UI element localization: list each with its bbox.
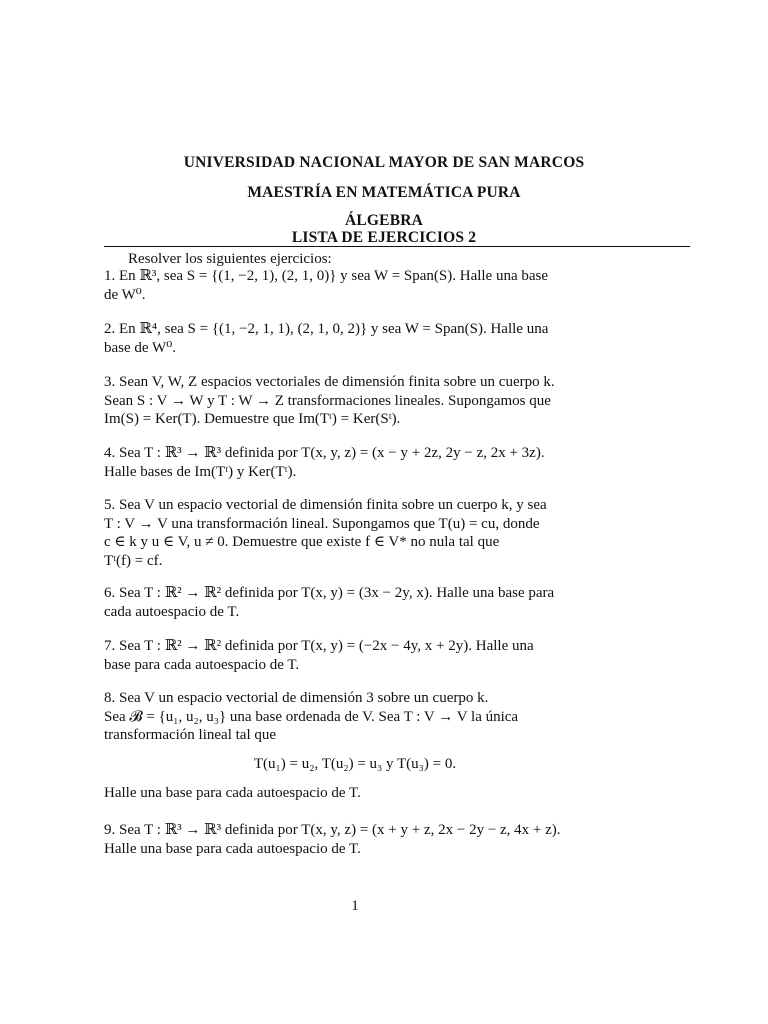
program-title: MAESTRÍA EN MATEMÁTICA PURA [247, 184, 521, 201]
exercise-4: 4. Sea T : ℝ³ → ℝ³ definida por T(x, y, z) = (x − y + 2z, 2y − z, 2x + 3z). Halle bases de Im(Tᵗ) y Ker(Tᵗ). [104, 445, 545, 480]
exercise-1: 1. En ℝ³, sea S = {(1, −2, 1), (2, 1, 0)} y sea W = Span(S). Halle una base de W⁰. [104, 268, 549, 303]
exercise-8: 8. Sea V un espacio vectorial de dimensión 3 sobre un cuerpo k. Sea 𝓑 = {u₁, u₂, u₃} una base ordenada de V. Sea T : V → V la única transformación lineal tal que [104, 690, 519, 743]
list-title: LISTA DE EJERCICIOS 2 [291, 229, 477, 246]
page-number: 1 [351, 898, 359, 914]
exercise-8-display-equation: T(u₁) = u₂, T(u₂) = u₃ y T(u₃) = 0. [253, 756, 457, 772]
intro-text: Resolver los siguientes ejercicios: [128, 251, 332, 267]
exercise-3: 3. Sean V, W, Z espacios vectoriales de dimensión finita sobre un cuerpo k. Sean S : V → W y T : W → Z transformaciones lineales. Supongamos que Im(S) = Ker(T). Demuestre que Im(Tᵗ) = Ker(Sᵗ). [104, 374, 555, 427]
exercise-5: 5. Sea V un espacio vectorial de dimensión finita sobre un cuerpo k, y sea T : V → V una transformación lineal. Supongamos que T(u) = cu, donde c ∈ k y u ∈ V, u ≠ 0. Demuestre que existe f ∈ V* no nula tal que Tᵗ(f) = cf. [104, 497, 547, 569]
exercise-6: 6. Sea T : ℝ² → ℝ² definida por T(x, y) = (3x − 2y, x). Halle una base para cada autoespacio de T. [104, 585, 555, 620]
course-title: ÁLGEBRA [344, 212, 424, 229]
exercise-7: 7. Sea T : ℝ² → ℝ² definida por T(x, y) = (−2x − 4y, x + 2y). Halle una base para cada autoespacio de T. [104, 638, 534, 673]
header-divider [104, 246, 690, 247]
exercise-9: 9. Sea T : ℝ³ → ℝ³ definida por T(x, y, z) = (x + y + z, 2x − 2y − z, 4x + z). Halle una base para cada autoespacio de T. [104, 822, 561, 857]
university-title: UNIVERSIDAD NACIONAL MAYOR DE SAN MARCOS [183, 154, 585, 171]
exercise-2: 2. En ℝ⁴, sea S = {(1, −2, 1, 1), (2, 1, 0, 2)} y sea W = Span(S). Halle una base de W⁰. [104, 321, 549, 356]
exercise-8-conclusion: Halle una base para cada autoespacio de T. [104, 785, 361, 801]
